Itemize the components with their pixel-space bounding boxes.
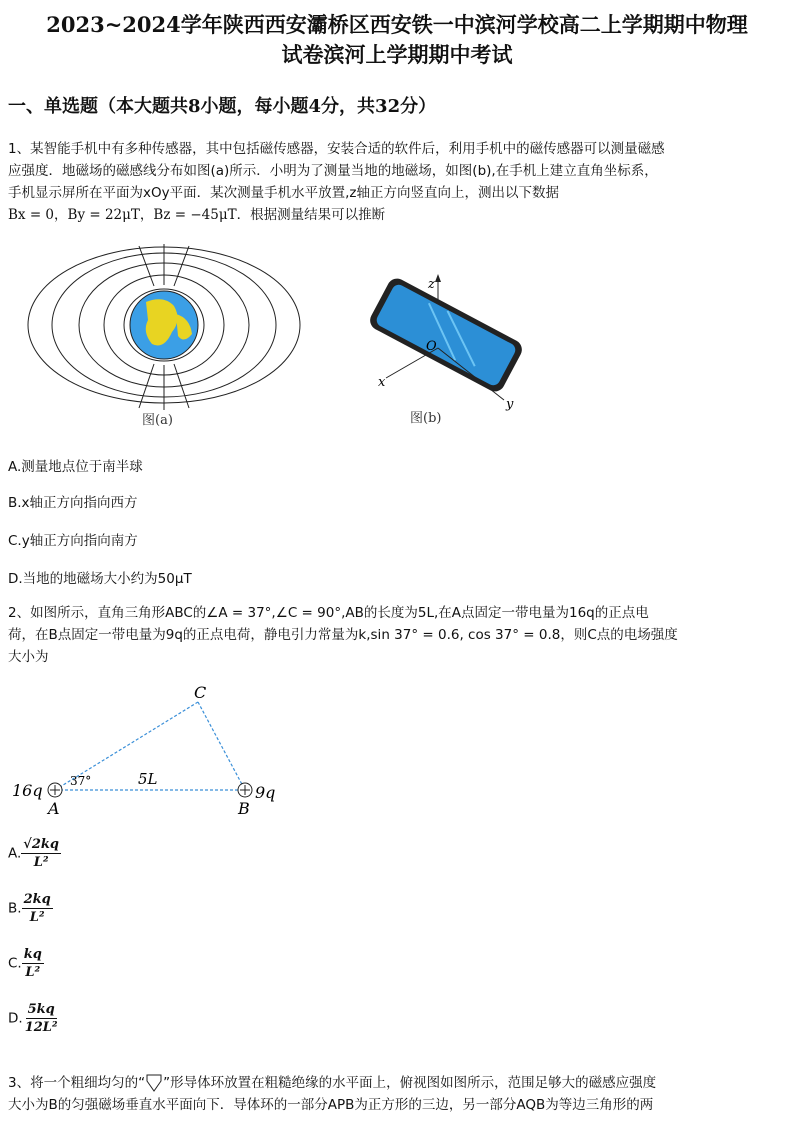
- axis-x-label: x: [378, 375, 386, 390]
- charge-a-label: 16q: [12, 781, 43, 800]
- q2-option-d: [8, 1001, 60, 1036]
- q1-option-c: C.y轴正方向指向南方: [8, 533, 138, 549]
- q2-option-b-numerator: 2kq: [23, 892, 51, 907]
- q1-option-d: D.当地的地磁场大小约为50μT: [8, 571, 192, 587]
- axis-y-label: y: [506, 397, 514, 412]
- charge-b-label: 9q: [255, 783, 276, 802]
- question-1-text: [8, 138, 786, 226]
- q2-line-3: 大小为: [8, 649, 49, 665]
- q2-line-2: 荷，在B点固定一带电量为9q的正点电荷，静电引力常量为k,sin 37° = 0.6, cos 37° = 0.8，则C点的电场强度: [8, 627, 678, 643]
- ring-shape-icon: [145, 1073, 163, 1093]
- q2-option-a-numerator: √2kq: [23, 837, 59, 852]
- vertex-b-label: B: [238, 799, 250, 818]
- q2-option-d-fraction: [23, 1001, 60, 1036]
- q1-option-b: B.x轴正方向指向西方: [8, 495, 138, 511]
- side-length-label: 5L: [138, 770, 158, 788]
- q2-option-c-fraction: [22, 946, 44, 981]
- q3-line-1-start: 3、将一个粗细均匀的“: [8, 1075, 146, 1091]
- q2-option-b-denominator: L²: [29, 910, 45, 925]
- q1-line-3: 手机显示屏所在平面为xOy平面．某次测量手机水平放置,z轴正方向竖直向上，测出以下数据: [8, 185, 559, 201]
- q2-option-b-fraction: [22, 891, 53, 926]
- q3-line-2: 大小为B的匀强磁场垂直水平面向下．导体环的一部分APB为正方形的三边，另一部分AQB为等边三角形的两: [8, 1097, 654, 1113]
- question-2-text: [8, 602, 786, 668]
- document-title: [0, 10, 794, 70]
- q2-option-c-prefix: C.: [8, 955, 22, 972]
- q1-option-a: A.测量地点位于南半球: [8, 459, 143, 475]
- q2-option-c-denominator: L²: [25, 965, 41, 980]
- figure-b-phone-axes: [346, 270, 546, 430]
- q2-option-b: [8, 891, 53, 926]
- q2-line-1: 2、如图所示，直角三角形ABC的∠A = 37°,∠C = 90°,AB的长度为5L,在A点固定一带电量为16q的正点电: [8, 605, 649, 621]
- figure-b-caption: 图(b): [410, 411, 442, 426]
- q3-line-1: [8, 1072, 786, 1094]
- q2-option-a-denominator: L²: [33, 855, 49, 870]
- angle-label: 37°: [70, 774, 92, 788]
- figure-a-geomagnetic-field: [14, 240, 314, 430]
- q2-option-a: [8, 836, 61, 871]
- q2-option-c: [8, 946, 44, 981]
- q3-line-1-end: ”形导体环放置在粗糙绝缘的水平面上，俯视图如图所示，范围足够大的磁感应强度: [163, 1075, 657, 1091]
- question-3-text: [8, 1072, 786, 1116]
- q2-option-c-numerator: kq: [23, 947, 42, 962]
- section-heading: 一、单选题（本大题共8小题，每小题4分，共32分）: [8, 96, 437, 117]
- q2-option-d-numerator: 5kq: [27, 1002, 55, 1017]
- q1-line-4: Bx = 0，By = 22μT，Bz = −45μT．根据测量结果可以推断: [8, 207, 386, 223]
- q2-option-d-denominator: 12L²: [24, 1020, 58, 1035]
- vertex-c-label: C: [194, 683, 207, 702]
- figure-a-caption: 图(a): [142, 413, 173, 428]
- title-line-1: 2023~2024学年陕西西安灞桥区西安铁一中滨河学校高二上学期期中物理: [46, 12, 748, 37]
- axis-o-label: O: [426, 339, 437, 354]
- q2-option-a-prefix: A.: [8, 845, 22, 862]
- figure-triangle-abc: [8, 680, 298, 820]
- vertex-a-label: A: [48, 799, 60, 818]
- title-line-2: 试卷滨河上学期期中考试: [281, 42, 513, 67]
- q2-option-b-prefix: B.: [8, 900, 22, 917]
- axis-z-label: z: [428, 277, 435, 292]
- q2-option-a-fraction: [21, 836, 61, 871]
- q2-option-d-prefix: D.: [8, 1010, 23, 1027]
- q1-line-2: 应强度．地磁场的磁感线分布如图(a)所示．小明为了测量当地的地磁场，如图(b),在手机上建立直角坐标系，: [8, 163, 658, 179]
- q1-line-1: 1、某智能手机中有多种传感器，其中包括磁传感器，安装合适的软件后，利用手机中的磁传感器可以测量磁感: [8, 141, 665, 157]
